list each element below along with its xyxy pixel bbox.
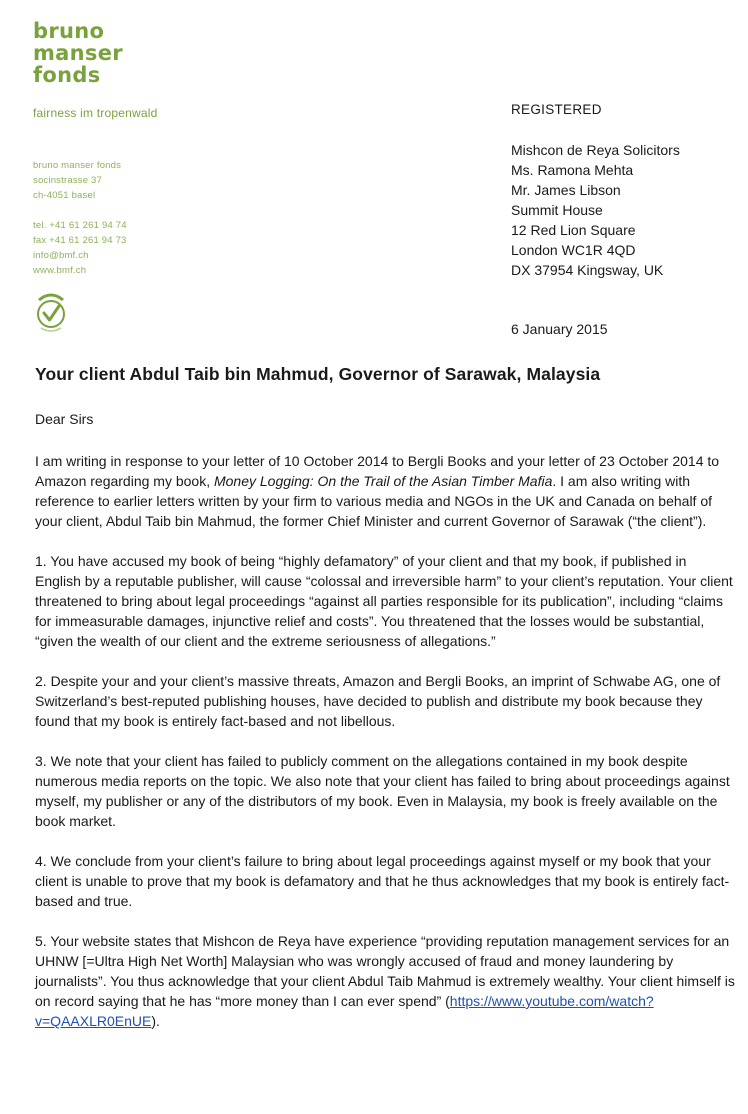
book-title: Money Logging: On the Trail of the Asian Timber Mafia xyxy=(213,473,553,489)
recipient-line: Summit House xyxy=(511,202,603,218)
sender-fax: fax +41 61 261 94 73 xyxy=(33,235,127,246)
paragraph-1: 1. You have accused my book of being “highly defamatory” of your client and that my book, if published in English by a reputable publisher, will cause “colossal and irreversible harm” to your client’s reputation. Your client threatened to bring about legal proceedings “against all parties responsible for its publication”, including “claims for immeasurable damages, injunctive relief and costs”. You threatened that the losses would be substantial, “given the wealth of our client and the extreme seriousness of allegations.” xyxy=(35,553,733,649)
subject-line: Your client Abdul Taib bin Mahmud, Governor of Sarawak, Malaysia xyxy=(35,364,601,384)
logo-line-1: bruno xyxy=(33,19,105,43)
registered-label: REGISTERED xyxy=(511,102,602,117)
salutation: Dear Sirs xyxy=(35,411,94,427)
sender-address-line: bruno manser fonds xyxy=(33,160,122,171)
paragraph-3: 3. We note that your client has failed to publicly comment on the allegations contained in my book despite numerous media reports on the topic. We also note that your client has failed to bring about proceedings against myself, my publisher or any of the distributors of my book. Even in Malaysia, my book is freely available on the book market. xyxy=(35,753,730,829)
paragraph-5 xyxy=(35,931,735,1031)
recipient-line: DX 37954 Kingsway, UK xyxy=(511,262,664,278)
recipient-line: Mishcon de Reya Solicitors xyxy=(511,142,680,158)
recipient-line: London WC1R 4QD xyxy=(511,242,636,258)
sender-address-line: ch-4051 basel xyxy=(33,190,96,201)
tagline: fairness im tropenwald xyxy=(33,106,158,120)
recipient-line: Mr. James Libson xyxy=(511,182,621,198)
sender-email: info@bmf.ch xyxy=(33,250,89,261)
letter-date: 6 January 2015 xyxy=(511,321,608,337)
paragraph-4: 4. We conclude from your client’s failure to bring about legal proceedings against myself or my book that your client is unable to prove that my book is defamatory and that he thus acknowledges that my book is entirely fact-based and true. xyxy=(35,853,730,909)
sender-website: www.bmf.ch xyxy=(33,265,87,276)
paragraph-text: ). xyxy=(151,1013,160,1029)
paragraph-text: I am writing in response to your letter of 10 October 2014 to Bergli Books and your letter of 23 October 2014 to Amazon regarding my book, xyxy=(35,453,720,489)
recipient-line: Ms. Ramona Mehta xyxy=(511,162,634,178)
logo xyxy=(33,20,233,86)
logo-line-3: fonds xyxy=(33,63,101,87)
zewo-seal-icon xyxy=(33,288,69,334)
sender-address-line: socinstrasse 37 xyxy=(33,175,103,186)
youtube-link[interactable]: https://www.youtube.com/watch?v=QAAXLR0EnUE xyxy=(35,993,654,1029)
paragraph-text: . I am also writing with reference to earlier letters written by your firm to various media and NGOs in the UK and Canada on behalf of your client, Abdul Taib bin Mahmud, the former Chief Minister and current Governor of Sarawak (“the client”). xyxy=(35,473,713,529)
paragraph-text: 5. Your website states that Mishcon de Reya have experience “providing reputation management services for an UHNW [=Ultra High Net Worth] Malaysian who was wrongly accused of fraud and money laundering by journalists”. You thus acknowledge that your client Abdul Taib Mahmud is extremely wealthy. Your client himself is on record saying that he has “more money than I can ever spend” ( xyxy=(35,933,735,1009)
recipient-address xyxy=(511,140,680,280)
sender-address xyxy=(33,158,127,278)
recipient-line: 12 Red Lion Square xyxy=(511,222,636,238)
paragraph-intro xyxy=(35,451,735,531)
letter-body xyxy=(35,451,735,1051)
sender-phone: tel. +41 61 261 94 74 xyxy=(33,220,127,231)
logo-line-2: manser xyxy=(33,41,123,65)
paragraph-2: 2. Despite your and your client’s massive threats, Amazon and Bergli Books, an imprint of Schwabe AG, one of Switzerland’s best-reputed publishing houses, have decided to publish and distribute my book because they found that my book is entirely fact-based and not libellous. xyxy=(35,673,721,729)
